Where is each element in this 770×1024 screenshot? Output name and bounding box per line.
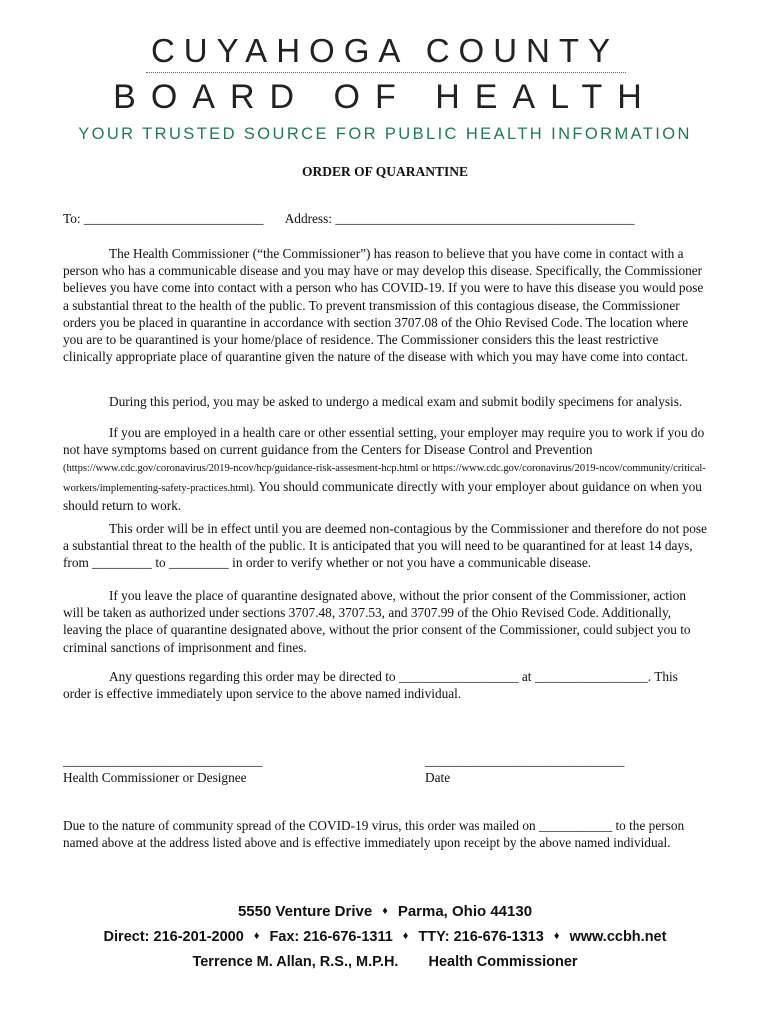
diamond-icon: ♦ <box>553 930 560 942</box>
footer-direct: Direct: 216-201-2000 <box>103 929 244 945</box>
footer-tty: TTY: 216-676-1313 <box>418 929 544 945</box>
officer-title: Health Commissioner <box>428 954 578 970</box>
date-line: ______________________________ <box>425 753 625 768</box>
paragraph-mailing-notice: Due to the nature of community spread of the COVID-19 virus, this order was mailed on ___________ to the person named above at the address listed above and is effective immediately upon receipt by the above named individual. <box>63 818 685 851</box>
cdc-urls: (https://www.cdc.gov/coronavirus/2019-ncov/hcp/guidance-risk-assesment-hcp.html or https://www.cdc.gov/coronavirus/2019-ncov/community/critical-workers/implementing-safety-practices.html). <box>63 463 706 494</box>
paragraph-questions: Any questions regarding this order may be directed to __________________ at _________________. This order is effective immediately upon service to the above named individual. <box>63 669 678 702</box>
dotted-divider <box>146 72 626 73</box>
diamond-icon: ♦ <box>382 905 388 917</box>
paragraph-violation: If you leave the place of quarantine designated above, without the prior consent of the Commissioner, action will be taken as authorized under sections 3707.48, 3707.53, and 3707.99 of the Ohio Revised Code. Additionally, leaving the place of quarantine designated above, without the prior consent of the Commissioner, could subject you to criminal sanctions of imprisonment and fines. <box>63 588 691 655</box>
footer-website: www.ccbh.net <box>569 929 667 945</box>
diamond-icon: ♦ <box>253 930 260 942</box>
document-title: ORDER OF QUARANTINE <box>301 164 468 179</box>
signature-label: Health Commissioner or Designee <box>63 770 247 785</box>
paragraph-duration: This order will be in effect until you are deemed non-contagious by the Commissioner and therefore do not pose a substantial threat to the health of the public. It is anticipated that you will need to be quarantined for at least 14 days, from _________ to _________ in order to verify whether or not you have a communicable disease. <box>63 521 707 571</box>
footer-address <box>0 903 770 920</box>
footer-officer <box>0 954 770 970</box>
recipient-line <box>63 210 708 227</box>
commissioner-signature-block <box>63 752 262 786</box>
footer-city: Parma, Ohio 44130 <box>397 903 533 920</box>
footer-fax: Fax: 216-676-1311 <box>269 929 393 945</box>
paragraph-employment <box>63 424 708 514</box>
officer-name: Terrence M. Allan, R.S., M.P.H. <box>192 954 399 970</box>
paragraph-quarantine-reason: The Health Commissioner (“the Commissioner”) has reason to believe that you have come in contact with a person who has a communicable disease and you may have or may develop this disease. Specifically, the Commissioner believes you have come into contact with a person who has COVID-19. If you were to have this disease you would pose a substantial threat to the health of the public. To prevent transmission of this contagious disease, the Commissioner orders you be placed in quarantine in accordance with section 3707.08 of the Ohio Revised Code. The location where you are to be quarantined is your home/place of residence. The Commissioner considers this the least restrictive clinically appropriate place of quarantine given the nature of the disease with which you may have come into contact. <box>63 246 704 365</box>
to-field: To: ___________________________ <box>63 211 264 226</box>
signature-line: ______________________________ <box>63 753 263 768</box>
paragraph-medical-exam: During this period, you may be asked to undergo a medical exam and submit bodily specimens for analysis. <box>109 394 683 409</box>
date-signature-block <box>425 752 624 786</box>
board-name: BOARD OF HEALTH <box>113 78 657 116</box>
tagline: YOUR TRUSTED SOURCE FOR PUBLIC HEALTH INFORMATION <box>78 125 692 143</box>
diamond-icon: ♦ <box>402 930 409 942</box>
county-name: CUYAHOGA COUNTY <box>150 32 620 69</box>
employment-text-end: You should communicate directly with your employer about guidance on when you should return to work. <box>63 478 702 513</box>
date-label: Date <box>425 770 451 785</box>
footer-street: 5550 Venture Drive <box>237 903 373 920</box>
footer-contact <box>0 929 770 945</box>
address-field: Address: _____________________________________________ <box>284 211 635 226</box>
employment-text: If you are employed in a health care or other essential setting, your employer may require you to work if you do not have symptoms based on current guidance from the Centers for Disease Control and Prevention <box>63 425 705 458</box>
